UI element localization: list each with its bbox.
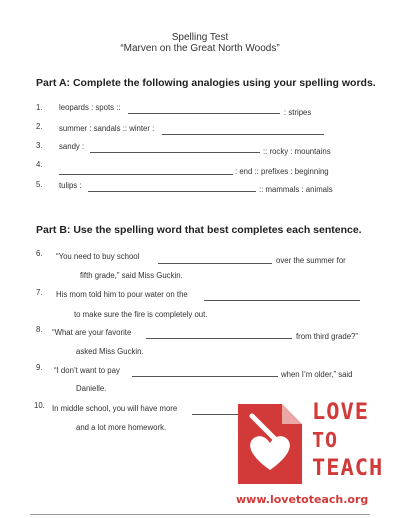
answer-blank-4[interactable]: [59, 174, 233, 175]
item-text-before: sandy :: [59, 142, 85, 151]
item-text-after: : stripes: [284, 108, 312, 117]
answer-blank-1[interactable]: [128, 113, 280, 114]
item-continuation: asked Miss Guckin.: [76, 347, 144, 356]
logo-url: www.lovetoteach.org: [236, 493, 369, 506]
item-text-after: over the summer for: [276, 256, 346, 265]
item-text-before: His mom told him to pour water on the: [56, 290, 188, 299]
item-text-before: summer : sandals :: winter :: [59, 124, 155, 133]
item-text-after: :: mammals : animals: [259, 185, 333, 194]
item-text-before: “I don’t want to pay: [54, 366, 120, 375]
answer-blank-7[interactable]: [204, 300, 360, 301]
page-bottom-rule: [30, 514, 370, 515]
answer-blank-2[interactable]: [162, 134, 324, 135]
item-number: 2.: [36, 122, 43, 131]
item-number: 8.: [36, 325, 43, 334]
item-number: 7.: [36, 288, 43, 297]
item-number: 5.: [36, 180, 43, 189]
part-a-heading: Part A: Complete the following analogies using your spelling words.: [36, 77, 376, 89]
item-text-after: from third grade?”: [296, 332, 358, 341]
item-text-before: leopards : spots ::: [59, 103, 121, 112]
item-continuation: Danielle.: [76, 384, 107, 393]
item-text-before: tulips :: [59, 181, 82, 190]
love-to-teach-logo: [232, 398, 392, 508]
answer-blank-5[interactable]: [88, 191, 256, 192]
answer-blank-3[interactable]: [90, 152, 260, 153]
answer-blank-6[interactable]: [158, 263, 272, 264]
item-text-before: “You need to buy school: [56, 252, 140, 261]
item-number: 6.: [36, 249, 43, 258]
item-text-before: In middle school, you will have more: [52, 404, 178, 413]
page-title: Spelling Test: [171, 32, 229, 43]
item-continuation: fifth grade,” said Miss Guckin.: [80, 271, 183, 280]
item-number: 4.: [36, 160, 43, 169]
item-text-after: : end :: prefixes : beginning: [235, 167, 329, 176]
item-text-after: when I’m older,” said: [281, 370, 353, 379]
page-subtitle: “Marven on the Great North Woods”: [120, 43, 280, 54]
item-number: 3.: [36, 141, 43, 150]
pencil-heart-page-icon: [232, 398, 310, 490]
part-b-heading: Part B: Use the spelling word that best completes each sentence.: [36, 224, 362, 236]
item-text-after: :: rocky : mountains: [263, 147, 331, 156]
item-number: 10.: [34, 401, 45, 410]
item-number: 9.: [36, 363, 43, 372]
logo-word-love: LOVE: [312, 400, 369, 425]
logo-word-teach: TEACH: [312, 456, 384, 481]
item-number: 1.: [36, 103, 43, 112]
item-continuation: to make sure the fire is completely out.: [74, 310, 208, 319]
logo-word-to: TO: [312, 428, 339, 452]
answer-blank-8[interactable]: [146, 338, 292, 339]
item-text-before: “What are your favorite: [52, 328, 132, 337]
answer-blank-9[interactable]: [132, 376, 278, 377]
item-continuation: and a lot more homework.: [76, 423, 167, 432]
